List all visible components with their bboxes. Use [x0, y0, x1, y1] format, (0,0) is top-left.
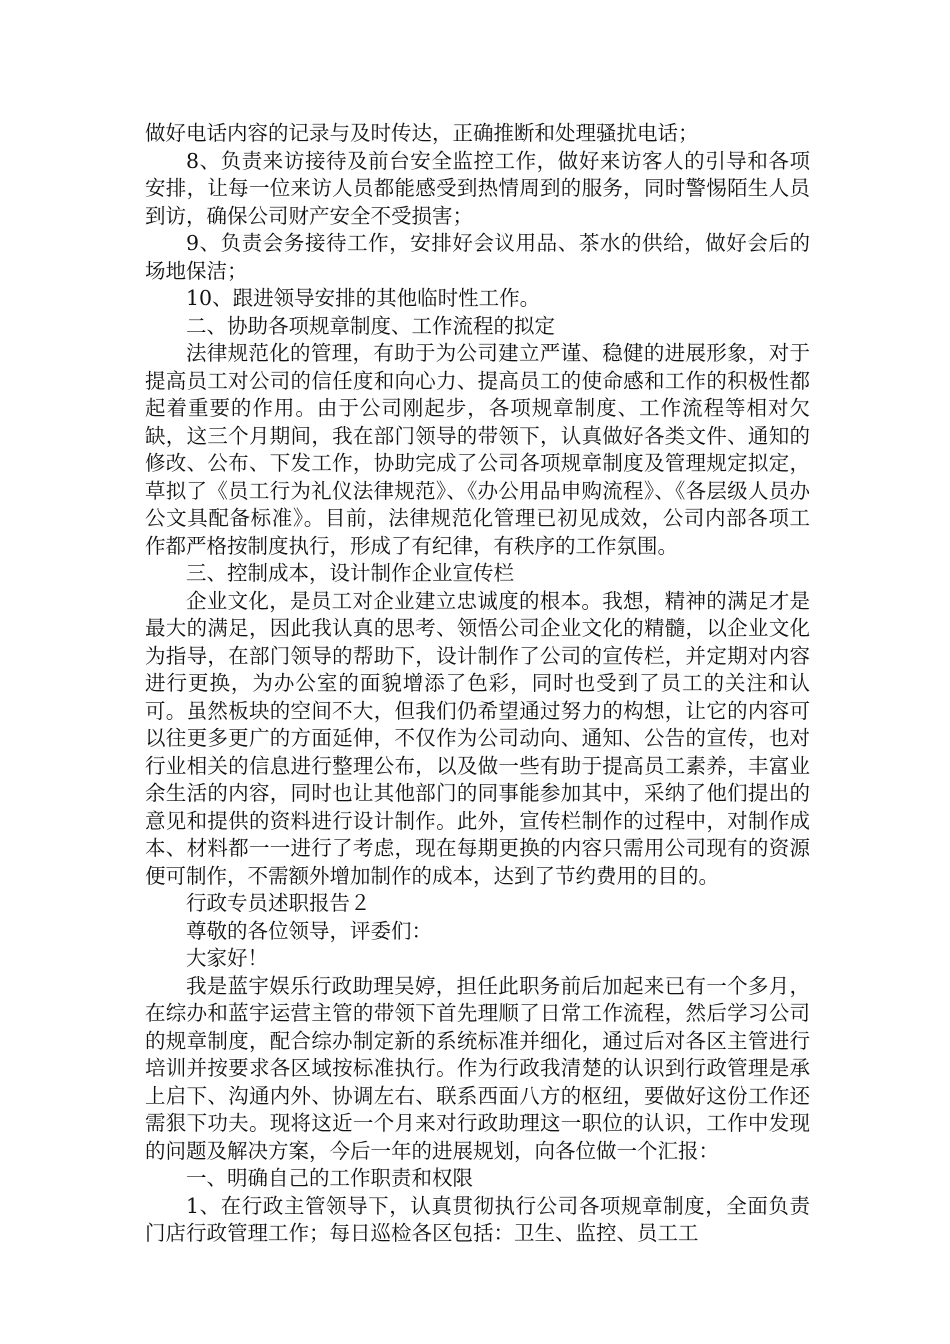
- section-heading: 三、控制成本，设计制作企业宣传栏: [186, 561, 514, 585]
- paragraph: 我是蓝宇娱乐行政助理吴婷，担任此职务前后加起来已有一个多月，在综办和蓝宇运营主管的带领下首先理顺了日常工作流程，然后学习公司的规章制度，配合综办制定新的系统标准并细化，通过后对各区主管进行培训并按要求各区域按标准执行。作为行政我清楚的认识到行政管理是承上启下、沟通内外、协调左右、联系西面八方的枢纽，要做好这份工作还需狠下功夫。现将这近一个月来对行政助理这一职位的认识，工作中发现的问题及解决方案，今后一年的进展规划，向各位做一个汇报：: [145, 973, 810, 1163]
- greeting: 大家好！: [186, 946, 268, 970]
- paragraph: 8、负责来访接待及前台安全监控工作，做好来访客人的引导和各项安排，让每一位来访人员都能感受到热情周到的服务，同时警惕陌生人员到访，确保公司财产安全不受损害；: [145, 148, 810, 228]
- paragraph: 10、跟进领导安排的其他临时性工作。: [186, 286, 541, 310]
- section-heading: 二、协助各项规章制度、工作流程的拟定: [186, 313, 555, 338]
- paragraph: 9、负责会务接待工作，安排好会议用品、茶水的供给，做好会后的场地保洁；: [145, 231, 810, 283]
- paragraph: 1、在行政主管领导下，认真贯彻执行公司各项规章制度，全面负责门店行政管理工作；每日巡检各区包括：卫生、监控、员工工: [145, 1193, 810, 1245]
- section-heading: 一、明确自己的工作职责和权限: [186, 1166, 473, 1190]
- paragraph: 法律规范化的管理，有助于为公司建立严谨、稳健的进展形象，对于提高员工对公司的信任度和向心力、提高员工的使命感和工作的积极性都起着重要的作用。由于公司刚起步，各项规章制度、工作流程等相对欠缺，这三个月期间，我在部门领导的带领下，认真做好各类文件、通知的修改、公布、下发工作，协助完成了公司各项规章制度及管理规定拟定，草拟了《员工行为礼仪法律规范》、《办公用品申购流程》、《各层级人员办公文具配备标准》。目前，法律规范化管理已初见成效，公司内部各项工作都严格按制度执行，形成了有纪律，有秩序的工作氛围。: [145, 341, 810, 558]
- paragraph: 做好电话内容的记录与及时传达，正确推断和处理骚扰电话；: [145, 121, 699, 145]
- report-title: 行政专员述职报告２: [186, 891, 371, 915]
- document-page: [145, 120, 810, 1248]
- salutation: 尊敬的各位领导，评委们：: [186, 918, 432, 943]
- paragraph: 企业文化，是员工对企业建立忠诚度的根本。我想，精神的满足才是最大的满足，因此我认真的思考、领悟公司企业文化的精髓，以企业文化为指导，在部门领导的帮助下，设计制作了公司的宣传栏，并定期对内容进行更换，为办公室的面貌增添了色彩，同时也受到了员工的关注和认可。虽然板块的空间不大，但我们仍希望通过努力的构想，让它的内容可以往更多更广的方面延伸，不仅作为公司动向、通知、公告的宣传，也对行业相关的信息进行整理公布，以及做一些有助于提高员工素养，丰富业余生活的内容，同时也让其他部门的同事能参加其中，采纳了他们提出的意见和提供的资料进行设计制作。此外，宣传栏制作的过程中，对制作成本、材料都一一进行了考虑，现在每期更换的内容只需用公司现有的资源便可制作，不需额外增加制作的成本，达到了节约费用的目的。: [145, 588, 810, 888]
